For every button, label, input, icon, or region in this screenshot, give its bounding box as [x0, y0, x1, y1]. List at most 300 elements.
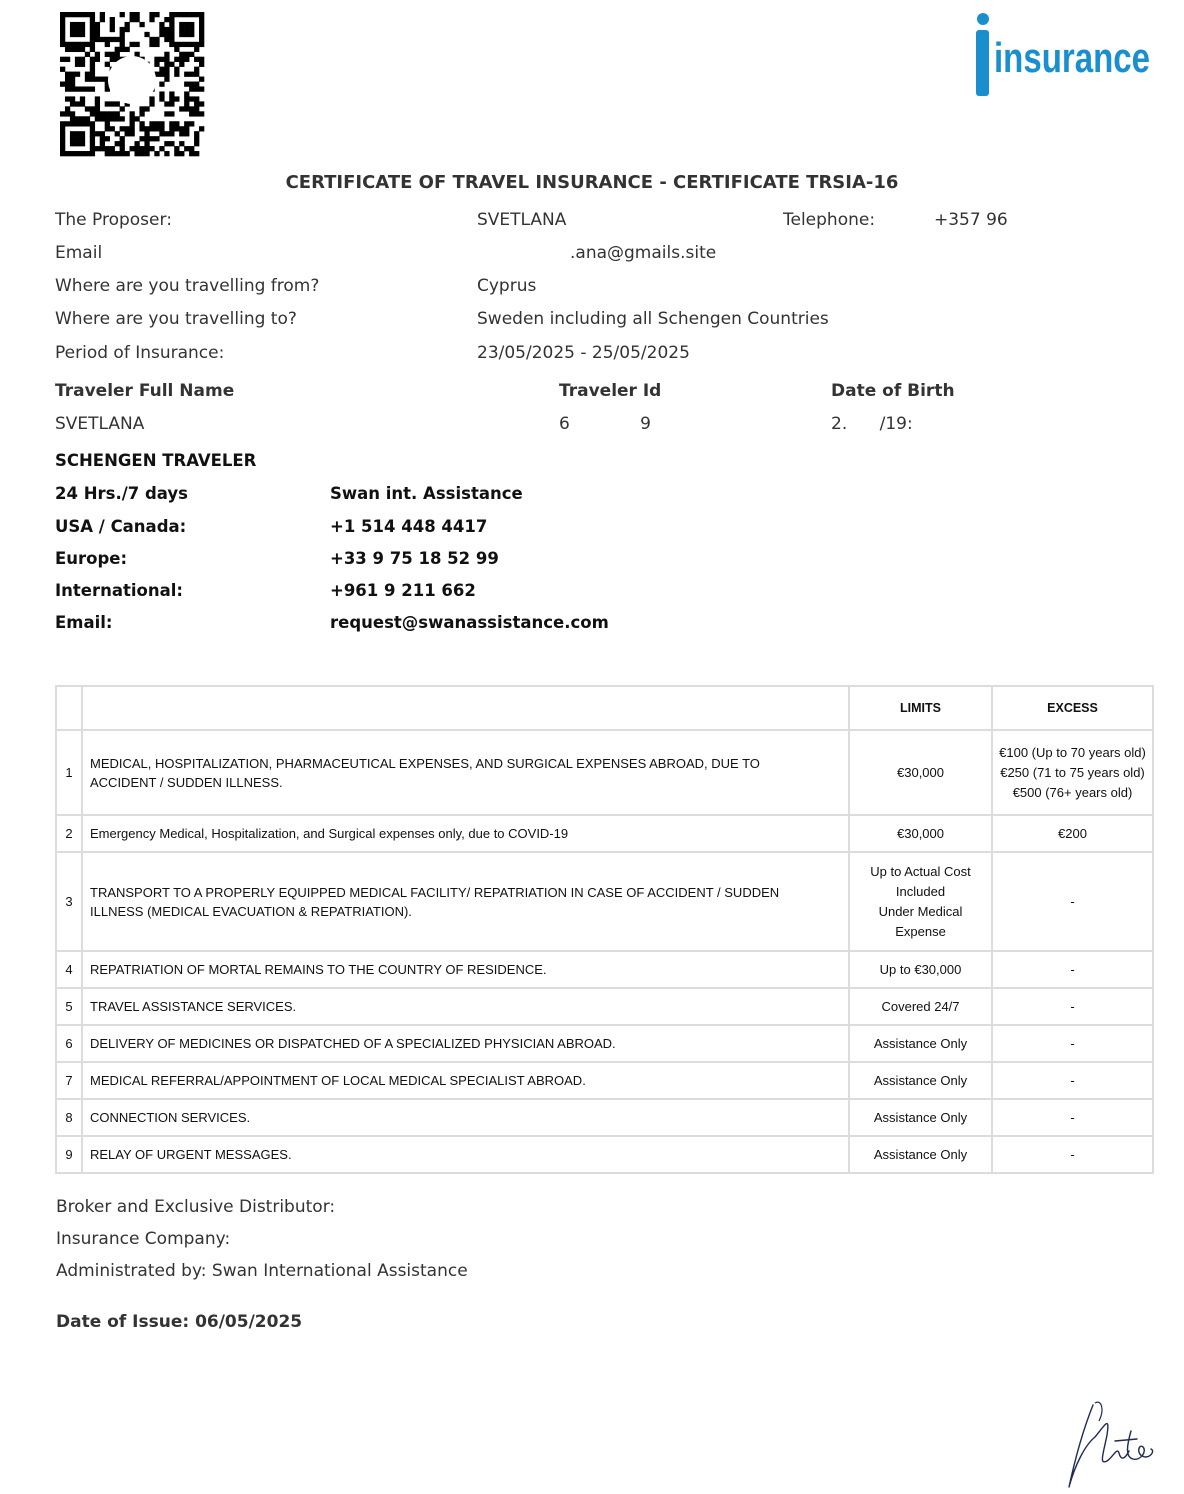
qr-module — [174, 42, 179, 47]
header-desc — [82, 686, 849, 730]
qr-module — [120, 141, 125, 146]
qr-module — [169, 131, 174, 136]
qr-module — [80, 22, 85, 27]
table-row — [56, 815, 1153, 852]
qr-module — [164, 77, 169, 82]
header-num — [56, 686, 82, 730]
qr-module — [105, 42, 110, 47]
qr-module — [199, 32, 204, 37]
qr-module — [120, 136, 125, 141]
qr-module — [149, 96, 154, 101]
limit-line: Expense — [895, 923, 946, 939]
qr-module — [154, 121, 159, 126]
qr-module — [60, 32, 65, 37]
qr-module — [90, 72, 95, 77]
qr-module — [70, 151, 75, 156]
qr-module — [70, 141, 75, 146]
qr-module — [179, 151, 184, 156]
qr-module — [169, 17, 174, 22]
row-excess: - — [992, 1099, 1153, 1136]
traveler-name: SVETLANA — [55, 414, 145, 434]
qr-module — [194, 72, 199, 77]
qr-module — [60, 42, 65, 47]
qr-module — [115, 131, 120, 136]
limit-line: Included — [895, 883, 946, 899]
qr-module — [90, 42, 95, 47]
qr-code — [60, 12, 204, 156]
header-limits: LIMITS — [849, 686, 992, 730]
qr-module — [125, 126, 130, 131]
qr-module — [169, 37, 174, 42]
qr-module — [75, 42, 80, 47]
qr-module — [60, 82, 65, 87]
qr-module — [95, 77, 100, 82]
qr-module — [139, 106, 144, 111]
period-label: Period of Insurance: — [55, 343, 225, 363]
qr-module — [120, 12, 125, 17]
row-limit — [849, 852, 992, 951]
to-value: Sweden including all Schengen Countries — [477, 309, 829, 329]
qr-module — [90, 136, 95, 141]
qr-module — [164, 27, 169, 32]
qr-module — [65, 106, 70, 111]
qr-module — [60, 22, 65, 27]
qr-module — [80, 57, 85, 62]
traveler-dob-header: Date of Birth — [831, 381, 955, 401]
qr-module — [120, 47, 125, 52]
qr-module — [125, 47, 130, 52]
qr-module — [184, 57, 189, 62]
assist-international-phone: +961 9 211 662 — [330, 581, 476, 600]
qr-module — [164, 101, 169, 106]
qr-module — [115, 37, 120, 42]
qr-module — [194, 131, 199, 136]
qr-module — [120, 27, 125, 32]
traveler-name-header: Traveler Full Name — [55, 381, 235, 401]
qr-module — [199, 27, 204, 32]
qr-module — [189, 72, 194, 77]
qr-module — [130, 131, 135, 136]
qr-module — [174, 47, 179, 52]
qr-module — [70, 101, 75, 106]
row-num: 2 — [56, 815, 82, 852]
qr-module — [95, 22, 100, 27]
qr-module — [75, 62, 80, 67]
qr-module — [95, 96, 100, 101]
qr-module — [199, 77, 204, 82]
qr-module — [80, 151, 85, 156]
qr-module — [120, 32, 125, 37]
qr-module — [194, 111, 199, 116]
qr-module — [105, 52, 110, 57]
qr-module — [139, 22, 144, 27]
qr-module — [80, 42, 85, 47]
qr-module — [194, 96, 199, 101]
qr-module — [184, 82, 189, 87]
qr-module — [80, 121, 85, 126]
signature-flourish — [1095, 1402, 1102, 1421]
qr-module — [144, 146, 149, 151]
qr-module — [65, 96, 70, 101]
qr-module — [100, 111, 105, 116]
excess-line: €100 (Up to 70 years old) — [999, 744, 1146, 760]
qr-module — [90, 151, 95, 156]
qr-module — [75, 141, 80, 146]
qr-module — [189, 27, 194, 32]
qr-module — [179, 131, 184, 136]
qr-module — [90, 86, 95, 91]
qr-module — [184, 121, 189, 126]
row-num: 5 — [56, 988, 82, 1025]
qr-module — [179, 126, 184, 131]
telephone-label: Telephone: — [783, 210, 876, 230]
issue-date: Date of Issue: 06/05/2025 — [56, 1312, 303, 1332]
assist-usa-phone: +1 514 448 4417 — [330, 517, 488, 536]
qr-module — [105, 101, 110, 106]
qr-module — [154, 151, 159, 156]
qr-module — [110, 52, 115, 57]
qr-module — [60, 131, 65, 136]
assist-europe-phone: +33 9 75 18 52 99 — [330, 549, 499, 568]
qr-module — [120, 106, 125, 111]
qr-module — [179, 52, 184, 57]
qr-module — [75, 116, 80, 121]
qr-module — [159, 32, 164, 37]
qr-module — [85, 72, 90, 77]
qr-module — [130, 111, 135, 116]
qr-module — [95, 146, 100, 151]
qr-module — [174, 121, 179, 126]
row-excess: - — [992, 1136, 1153, 1173]
qr-module — [179, 27, 184, 32]
qr-module — [199, 86, 204, 91]
qr-module — [90, 57, 95, 62]
qr-module — [194, 101, 199, 106]
qr-module — [90, 131, 95, 136]
qr-module — [60, 27, 65, 32]
qr-module — [164, 32, 169, 37]
qr-module — [159, 121, 164, 126]
qr-module — [90, 17, 95, 22]
qr-module — [100, 12, 105, 17]
qr-module — [90, 141, 95, 146]
row-excess: - — [992, 988, 1153, 1025]
qr-module — [85, 12, 90, 17]
qr-module — [70, 27, 75, 32]
qr-module — [189, 111, 194, 116]
qr-module — [130, 116, 135, 121]
qr-module — [70, 42, 75, 47]
qr-module — [80, 47, 85, 52]
qr-module — [90, 12, 95, 17]
qr-module — [65, 12, 70, 17]
qr-module — [125, 27, 130, 32]
qr-module — [130, 12, 135, 17]
qr-module — [80, 86, 85, 91]
qr-module — [75, 22, 80, 27]
qr-module — [139, 126, 144, 131]
limit-line: Up to Actual Cost — [870, 863, 971, 879]
qr-module — [164, 37, 169, 42]
qr-module — [65, 86, 70, 91]
row-excess: - — [992, 951, 1153, 988]
qr-module — [85, 106, 90, 111]
qr-module — [80, 136, 85, 141]
row-limit: €30,000 — [849, 815, 992, 852]
qr-module — [144, 136, 149, 141]
qr-module — [105, 146, 110, 151]
qr-module — [159, 22, 164, 27]
qr-module — [60, 146, 65, 151]
qr-module — [95, 32, 100, 37]
qr-module — [134, 42, 139, 47]
table-row — [56, 730, 1153, 815]
qr-module — [120, 146, 125, 151]
qr-module — [134, 17, 139, 22]
qr-module — [75, 12, 80, 17]
qr-module — [199, 22, 204, 27]
qr-module — [164, 67, 169, 72]
qr-module — [194, 57, 199, 62]
qr-module — [199, 111, 204, 116]
qr-module — [105, 111, 110, 116]
qr-module — [80, 32, 85, 37]
from-value: Cyprus — [477, 276, 537, 296]
qr-module — [70, 116, 75, 121]
qr-module — [134, 146, 139, 151]
qr-module — [194, 67, 199, 72]
row-num: 4 — [56, 951, 82, 988]
qr-module — [164, 57, 169, 62]
qr-module — [105, 37, 110, 42]
qr-module — [159, 27, 164, 32]
qr-module — [75, 86, 80, 91]
table-row — [56, 852, 1153, 951]
qr-module — [189, 12, 194, 17]
logo-wordmark: insurance — [994, 34, 1150, 81]
row-desc: REPATRIATION OF MORTAL REMAINS TO THE COUNTRY OF RESIDENCE. — [82, 951, 849, 988]
qr-module — [100, 77, 105, 82]
qr-module — [199, 57, 204, 62]
row-limit: Covered 24/7 — [849, 988, 992, 1025]
qr-module — [95, 111, 100, 116]
qr-module — [194, 141, 199, 146]
qr-module — [154, 62, 159, 67]
qr-module — [164, 17, 169, 22]
qr-module — [90, 67, 95, 72]
row-num: 1 — [56, 730, 82, 815]
qr-module — [120, 42, 125, 47]
qr-module — [60, 136, 65, 141]
qr-module — [169, 96, 174, 101]
qr-module — [184, 27, 189, 32]
qr-module — [159, 126, 164, 131]
qr-module — [179, 42, 184, 47]
qr-module — [164, 72, 169, 77]
qr-module — [90, 126, 95, 131]
qr-module — [75, 32, 80, 37]
row-limit: Assistance Only — [849, 1099, 992, 1136]
traveler-dob: 2. /19: — [831, 414, 913, 434]
qr-module — [115, 141, 120, 146]
signature — [1055, 1395, 1165, 1494]
qr-module — [189, 121, 194, 126]
qr-module — [75, 101, 80, 106]
qr-module — [115, 47, 120, 52]
qr-module — [60, 151, 65, 156]
qr-module — [174, 72, 179, 77]
qr-module — [100, 136, 105, 141]
qr-module — [194, 86, 199, 91]
qr-module — [70, 136, 75, 141]
assist-usa-label: USA / Canada: — [55, 517, 187, 536]
excess-line: €500 (76+ years old) — [1012, 784, 1133, 800]
qr-module — [80, 96, 85, 101]
row-excess — [992, 730, 1153, 815]
period-value: 23/05/2025 - 25/05/2025 — [477, 343, 690, 363]
qr-module — [60, 12, 65, 17]
qr-module — [95, 116, 100, 121]
qr-module — [85, 86, 90, 91]
qr-module — [115, 111, 120, 116]
qr-module — [125, 22, 130, 27]
qr-module — [189, 86, 194, 91]
qr-module — [149, 101, 154, 106]
to-label: Where are you travelling to? — [55, 309, 297, 329]
qr-module — [169, 91, 174, 96]
qr-module — [60, 67, 65, 72]
qr-module — [149, 126, 154, 131]
qr-module — [174, 126, 179, 131]
qr-module — [174, 146, 179, 151]
qr-module — [85, 121, 90, 126]
qr-module — [134, 12, 139, 17]
row-desc: RELAY OF URGENT MESSAGES. — [82, 1136, 849, 1173]
qr-module — [90, 27, 95, 32]
qr-module — [169, 101, 174, 106]
qr-module — [184, 131, 189, 136]
qr-module — [169, 141, 174, 146]
row-limit: €30,000 — [849, 730, 992, 815]
row-num: 9 — [56, 1136, 82, 1173]
qr-module — [169, 27, 174, 32]
qr-module — [100, 17, 105, 22]
qr-module — [199, 37, 204, 42]
qr-module — [85, 52, 90, 57]
qr-module — [95, 106, 100, 111]
qr-module — [169, 121, 174, 126]
qr-module — [149, 146, 154, 151]
qr-module — [134, 116, 139, 121]
row-desc: MEDICAL REFERRAL/APPOINTMENT OF LOCAL MEDICAL SPECIALIST ABROAD. — [82, 1062, 849, 1099]
qr-module — [105, 121, 110, 126]
qr-module — [149, 121, 154, 126]
qr-module — [95, 27, 100, 32]
qr-module — [110, 17, 115, 22]
table-row — [56, 951, 1153, 988]
row-desc: DELIVERY OF MEDICINES OR DISPATCHED OF A SPECIALIZED PHYSICIAN ABROAD. — [82, 1025, 849, 1062]
qr-module — [189, 106, 194, 111]
qr-module — [144, 106, 149, 111]
qr-module — [139, 146, 144, 151]
qr-module — [149, 17, 154, 22]
qr-module — [159, 82, 164, 87]
qr-module — [194, 42, 199, 47]
qr-module — [70, 12, 75, 17]
qr-module — [110, 111, 115, 116]
qr-module — [189, 151, 194, 156]
row-num: 7 — [56, 1062, 82, 1099]
qr-module — [85, 77, 90, 82]
qr-module — [174, 151, 179, 156]
qr-module — [164, 131, 169, 136]
qr-module — [199, 17, 204, 22]
qr-module — [144, 126, 149, 131]
proposer-value: SVETLANA — [477, 210, 567, 230]
qr-module — [174, 12, 179, 17]
qr-module — [189, 52, 194, 57]
qr-module — [60, 37, 65, 42]
qr-module — [110, 101, 115, 106]
qr-module — [65, 82, 70, 87]
qr-module — [184, 72, 189, 77]
qr-module — [159, 67, 164, 72]
qr-module — [194, 151, 199, 156]
qr-module — [134, 141, 139, 146]
qr-module — [164, 52, 169, 57]
qr-module — [60, 121, 65, 126]
qr-module — [199, 62, 204, 67]
qr-module — [105, 151, 110, 156]
qr-module — [149, 12, 154, 17]
traveler-id-header: Traveler Id — [559, 381, 662, 401]
qr-module — [105, 136, 110, 141]
assist-europe-label: Europe: — [55, 549, 128, 568]
qr-module — [80, 27, 85, 32]
row-desc: TRANSPORT TO A PROPERLY EQUIPPED MEDICAL FACILITY/ REPATRIATION IN CASE OF ACCIDENT / SUDDEN ILLNESS (MEDICAL EVACUATION & REPATRIATION). — [82, 852, 849, 951]
assist-24h-value: Swan int. Assistance — [330, 484, 523, 503]
qr-module — [189, 22, 194, 27]
qr-module — [110, 37, 115, 42]
qr-module — [65, 111, 70, 116]
qr-module — [154, 57, 159, 62]
qr-module — [179, 12, 184, 17]
qr-module — [130, 42, 135, 47]
qr-module — [144, 32, 149, 37]
qr-module — [65, 77, 70, 82]
qr-module — [164, 141, 169, 146]
qr-module — [70, 47, 75, 52]
qr-module — [80, 116, 85, 121]
qr-module — [139, 111, 144, 116]
qr-module — [90, 121, 95, 126]
row-desc: TRAVEL ASSISTANCE SERVICES. — [82, 988, 849, 1025]
qr-module — [90, 111, 95, 116]
qr-module — [159, 72, 164, 77]
qr-module — [65, 121, 70, 126]
row-num: 8 — [56, 1099, 82, 1136]
qr-module — [184, 126, 189, 131]
qr-module — [184, 106, 189, 111]
qr-module — [194, 106, 199, 111]
qr-module — [134, 151, 139, 156]
qr-module — [179, 106, 184, 111]
qr-module — [174, 67, 179, 72]
qr-module — [154, 126, 159, 131]
schengen-heading: SCHENGEN TRAVELER — [55, 451, 257, 470]
row-excess: - — [992, 852, 1153, 951]
qr-module — [80, 141, 85, 146]
